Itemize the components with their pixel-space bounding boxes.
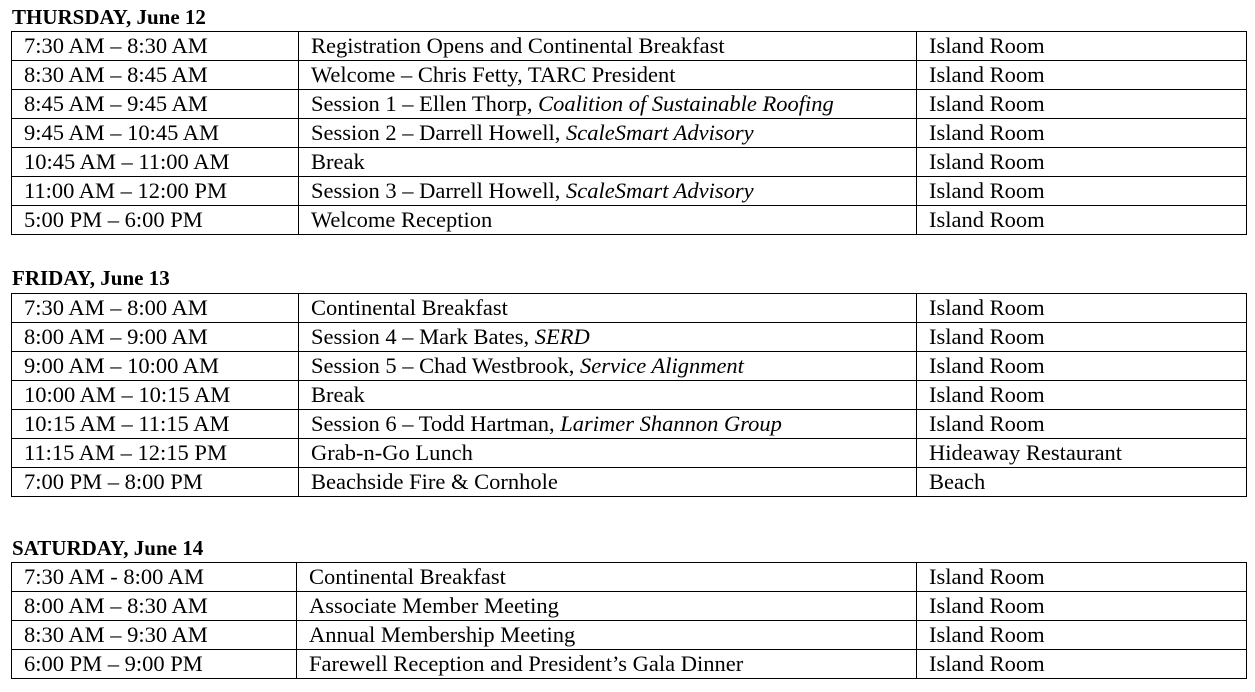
table-row [12, 621, 1247, 650]
location-cell: Island Room [917, 177, 1247, 206]
location-cell: Island Room [917, 621, 1247, 650]
time-cell: 11:15 AM – 12:15 PM [12, 439, 299, 468]
event-cell: Session 1 – Ellen Thorp, Coalition of Sustainable Roofing [299, 90, 917, 119]
table-row [12, 90, 1247, 119]
time-cell: 11:00 AM – 12:00 PM [12, 177, 299, 206]
time-cell: 9:00 AM – 10:00 AM [12, 352, 299, 381]
location-cell: Island Room [917, 90, 1247, 119]
time-cell: 6:00 PM – 9:00 PM [12, 650, 297, 679]
schedule-table-friday [11, 293, 1247, 497]
location-cell: Island Room [917, 61, 1247, 90]
event-cell: Break [299, 381, 917, 410]
location-cell: Island Room [917, 592, 1247, 621]
event-cell: Continental Breakfast [297, 563, 917, 592]
time-cell: 10:00 AM – 10:15 AM [12, 381, 299, 410]
table-row [12, 148, 1247, 177]
table-row [12, 323, 1247, 352]
table-row [12, 32, 1247, 61]
time-cell: 7:00 PM – 8:00 PM [12, 468, 299, 497]
table-row [12, 352, 1247, 381]
event-cell: Session 2 – Darrell Howell, ScaleSmart Advisory [299, 119, 917, 148]
location-cell: Island Room [917, 563, 1247, 592]
time-cell: 8:00 AM – 8:30 AM [12, 592, 297, 621]
event-cell: Registration Opens and Continental Breakfast [299, 32, 917, 61]
table-row [12, 206, 1247, 235]
time-cell: 7:30 AM – 8:30 AM [12, 32, 299, 61]
location-cell: Island Room [917, 352, 1247, 381]
time-cell: 10:15 AM – 11:15 AM [12, 410, 299, 439]
table-row [12, 119, 1247, 148]
table-row [12, 650, 1247, 679]
time-cell: 10:45 AM – 11:00 AM [12, 148, 299, 177]
event-cell: Continental Breakfast [299, 294, 917, 323]
event-cell: Break [299, 148, 917, 177]
event-cell: Session 3 – Darrell Howell, ScaleSmart Advisory [299, 177, 917, 206]
location-cell: Island Room [917, 650, 1247, 679]
time-cell: 8:30 AM – 9:30 AM [12, 621, 297, 650]
schedule-table-thursday [11, 31, 1247, 235]
event-cell: Welcome Reception [299, 206, 917, 235]
location-cell: Hideaway Restaurant [917, 439, 1247, 468]
table-row [12, 592, 1247, 621]
time-cell: 8:45 AM – 9:45 AM [12, 90, 299, 119]
location-cell: Island Room [917, 148, 1247, 177]
table-row [12, 563, 1247, 592]
event-cell: Session 5 – Chad Westbrook, Service Alignment [299, 352, 917, 381]
event-cell: Session 4 – Mark Bates, SERD [299, 323, 917, 352]
location-cell: Island Room [917, 410, 1247, 439]
table-row [12, 468, 1247, 497]
day-heading-friday: FRIDAY, June 13 [12, 266, 170, 290]
event-cell: Session 6 – Todd Hartman, Larimer Shannon Group [299, 410, 917, 439]
event-cell: Welcome – Chris Fetty, TARC President [299, 61, 917, 90]
time-cell: 7:30 AM – 8:00 AM [12, 294, 299, 323]
location-cell: Island Room [917, 32, 1247, 61]
schedule-table-saturday [11, 562, 1247, 679]
day-heading-thursday: THURSDAY, June 12 [12, 5, 206, 29]
time-cell: 7:30 AM - 8:00 AM [12, 563, 297, 592]
day-heading-saturday: SATURDAY, June 14 [12, 536, 204, 560]
table-row [12, 177, 1247, 206]
event-cell: Associate Member Meeting [297, 592, 917, 621]
location-cell: Island Room [917, 206, 1247, 235]
time-cell: 5:00 PM – 6:00 PM [12, 206, 299, 235]
time-cell: 9:45 AM – 10:45 AM [12, 119, 299, 148]
location-cell: Island Room [917, 381, 1247, 410]
location-cell: Island Room [917, 323, 1247, 352]
table-row [12, 294, 1247, 323]
table-row [12, 381, 1247, 410]
table-row [12, 410, 1247, 439]
location-cell: Island Room [917, 119, 1247, 148]
event-cell: Beachside Fire & Cornhole [299, 468, 917, 497]
time-cell: 8:30 AM – 8:45 AM [12, 61, 299, 90]
event-cell: Grab-n-Go Lunch [299, 439, 917, 468]
location-cell: Island Room [917, 294, 1247, 323]
table-row [12, 439, 1247, 468]
table-row [12, 61, 1247, 90]
event-cell: Farewell Reception and President’s Gala Dinner [297, 650, 917, 679]
event-cell: Annual Membership Meeting [297, 621, 917, 650]
time-cell: 8:00 AM – 9:00 AM [12, 323, 299, 352]
location-cell: Beach [917, 468, 1247, 497]
